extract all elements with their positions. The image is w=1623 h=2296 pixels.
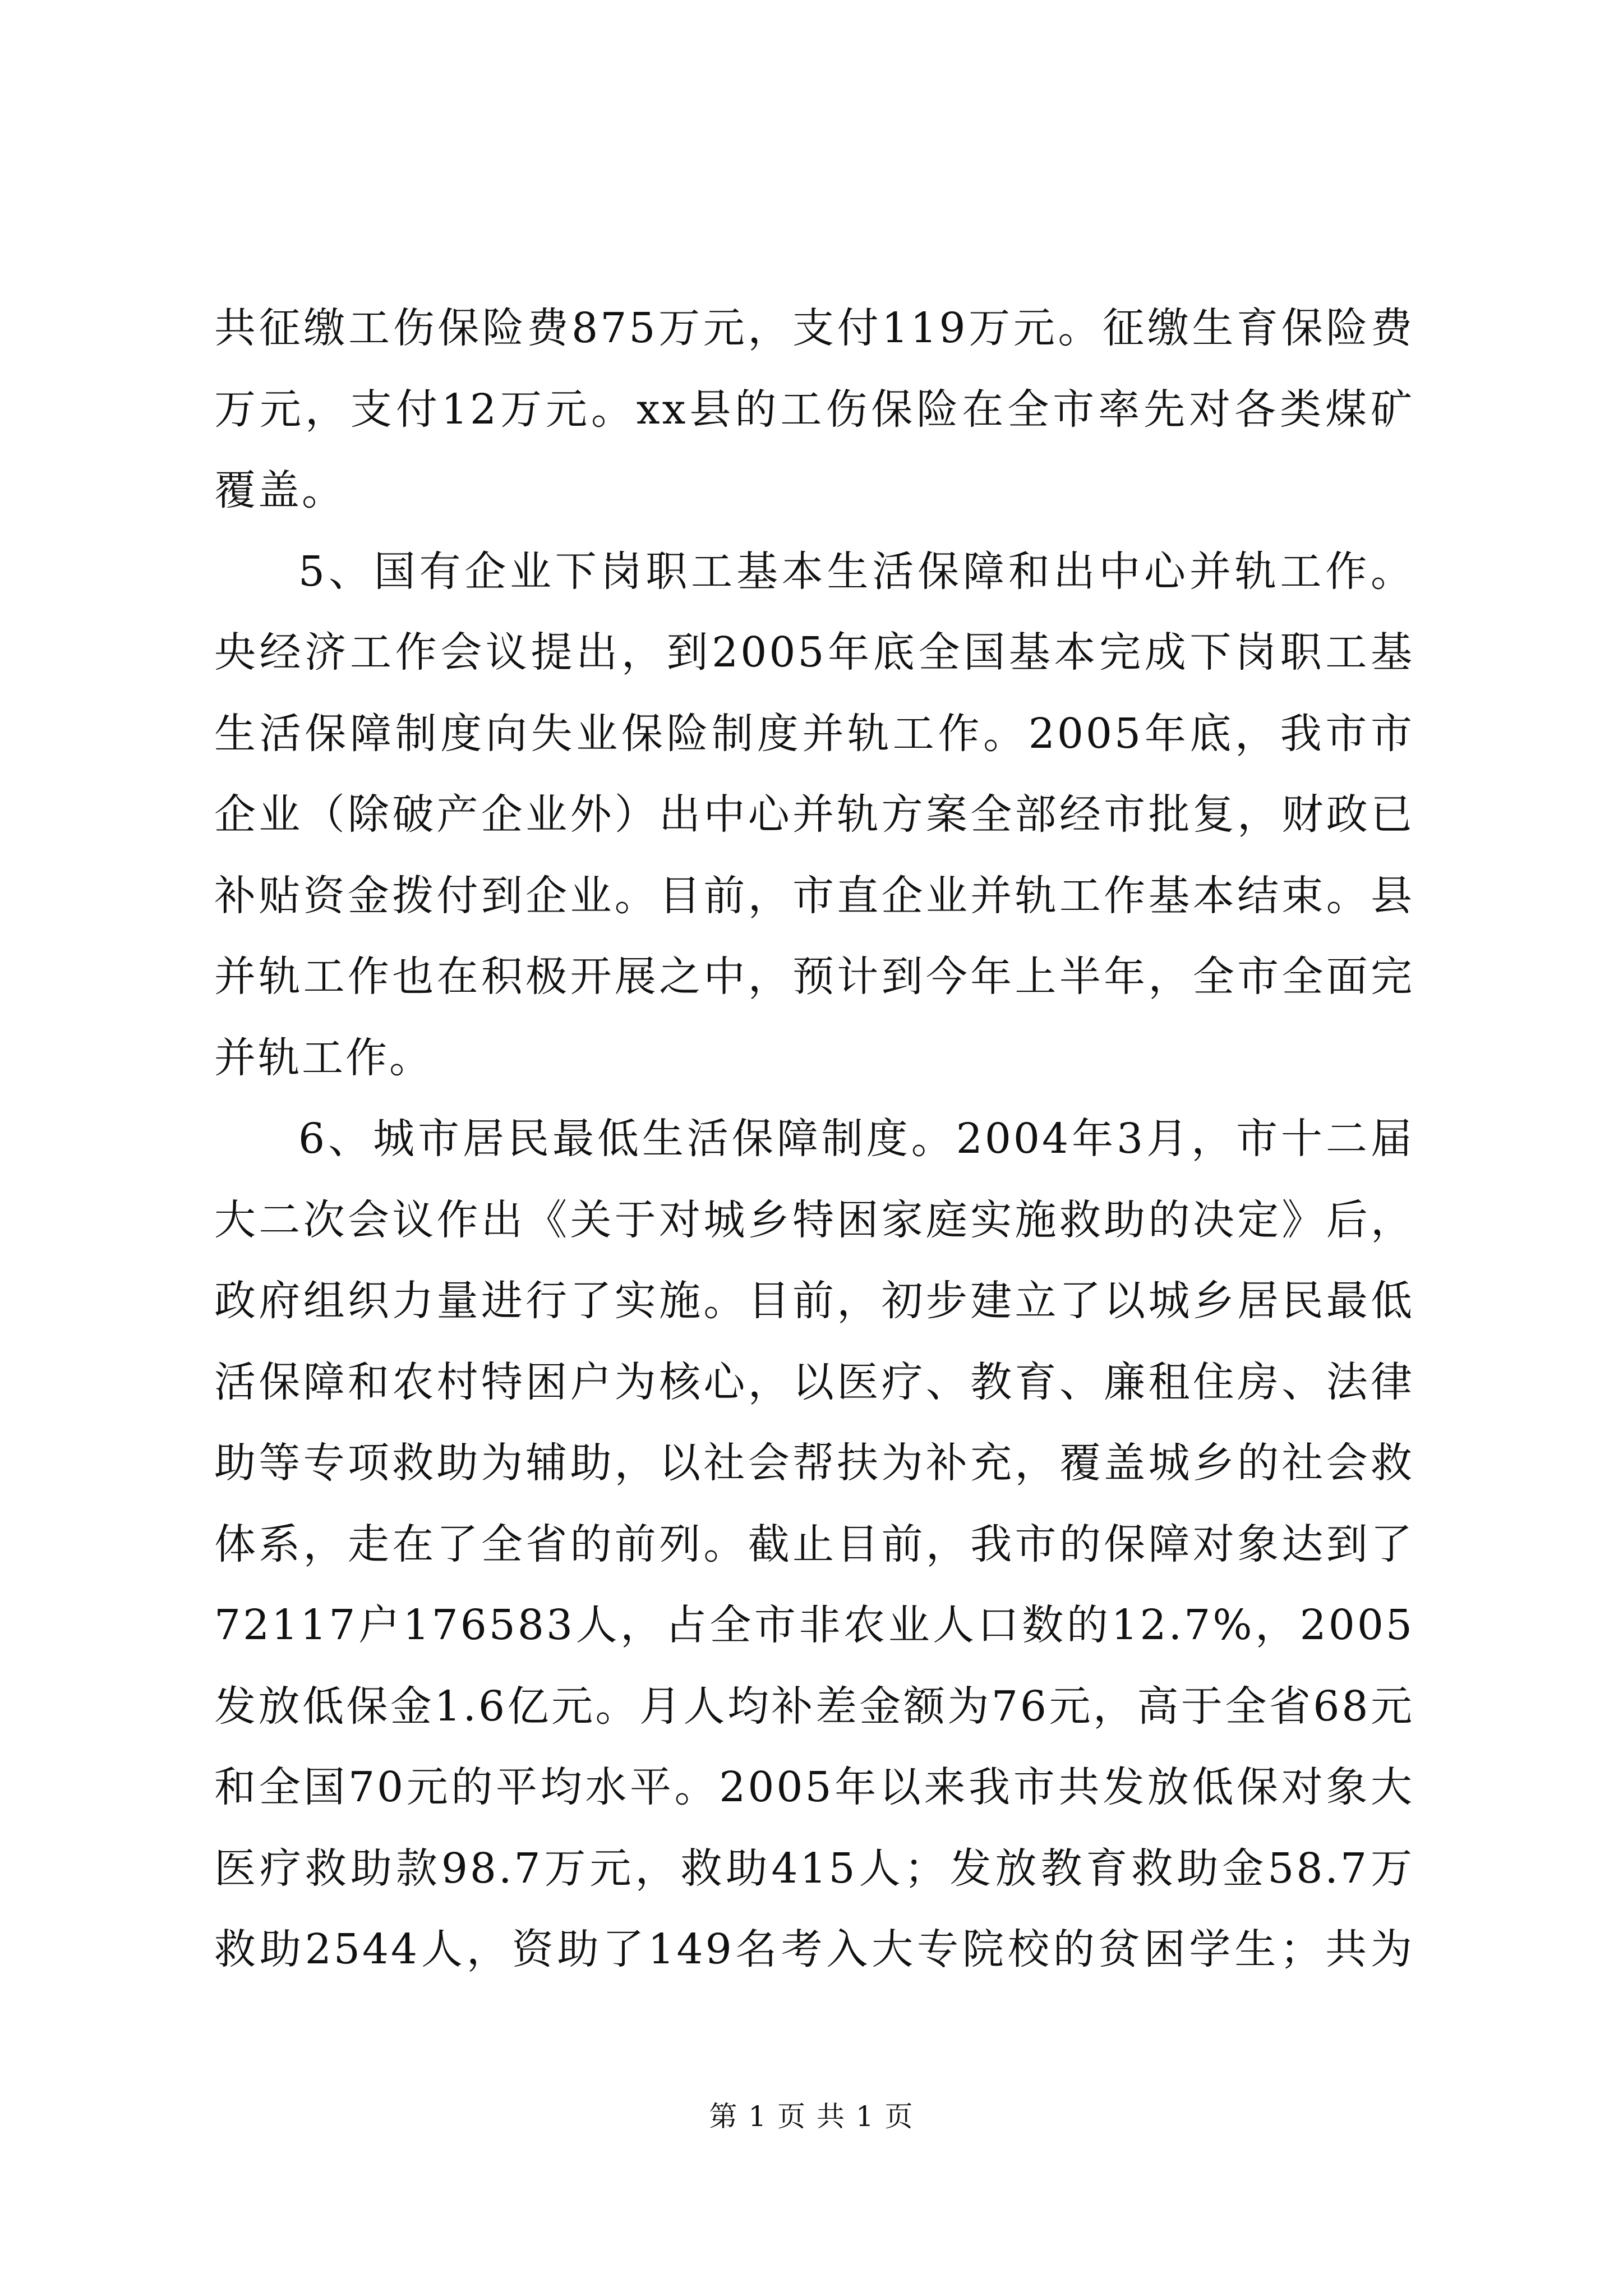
body-text-line: 补贴资金拨付到企业。目前，市直企业并轨工作基本结束。县 xyxy=(214,872,1414,920)
body-text-line: 助等专项救助为辅助，以社会帮扶为补充，覆盖城乡的社会救 xyxy=(214,1439,1414,1487)
body-text-line: 生活保障制度向失业保险制度并轨工作。2005年底，我市市 xyxy=(214,710,1414,758)
body-text-line: 发放低保金1.6亿元。月人均补差金额为76元，高于全省68元 xyxy=(214,1682,1414,1731)
body-text-line: 72117户176583人，占全市非农业人口数的12.7%，2005 xyxy=(214,1601,1414,1649)
page-footer: 第 1 页 共 1 页 xyxy=(709,2100,914,2133)
body-text-line: 并轨工作。 xyxy=(214,1034,433,1082)
body-text-line: 并轨工作也在积极开展之中，预计到今年上半年，全市全面完 xyxy=(214,953,1414,1001)
body-text-line: 共征缴工伤保险费875万元，支付119万元。征缴生育保险费 xyxy=(214,304,1414,352)
body-text-line: 体系，走在了全省的前列。截止目前，我市的保障对象达到了 xyxy=(214,1520,1414,1568)
body-text-line: 活保障和农村特困户为核心，以医疗、教育、廉租住房、法律 xyxy=(214,1358,1414,1406)
body-text-line: 医疗救助款98.7万元，救助415人；发放教育救助金58.7万 xyxy=(214,1844,1414,1893)
body-text-line: 万元，支付12万元。xx县的工伤保险在全市率先对各类煤矿 xyxy=(214,385,1414,434)
section-6-heading-line: 6、城市居民最低生活保障制度。2004年3月，市十二届 xyxy=(298,1115,1414,1163)
body-text-line: 救助2544人，资助了149名考入大专院校的贫困学生；共为 xyxy=(214,1925,1414,1973)
body-text-line: 央经济工作会议提出，到2005年底全国基本完成下岗职工基 xyxy=(214,628,1414,677)
body-text-line: 政府组织力量进行了实施。目前，初步建立了以城乡居民最低 xyxy=(214,1277,1414,1325)
body-text-line: 和全国70元的平均水平。2005年以来我市共发放低保对象大 xyxy=(214,1763,1414,1811)
body-text-line: 大二次会议作出《关于对城乡特困家庭实施救助的决定》后， xyxy=(214,1196,1414,1244)
body-text-line: 企业（除破产企业外）出中心并轨方案全部经市批复，财政已 xyxy=(214,790,1414,839)
section-5-heading-line: 5、国有企业下岗职工基本生活保障和出中心并轨工作。 xyxy=(298,547,1414,596)
body-text-line: 覆盖。 xyxy=(214,466,345,514)
